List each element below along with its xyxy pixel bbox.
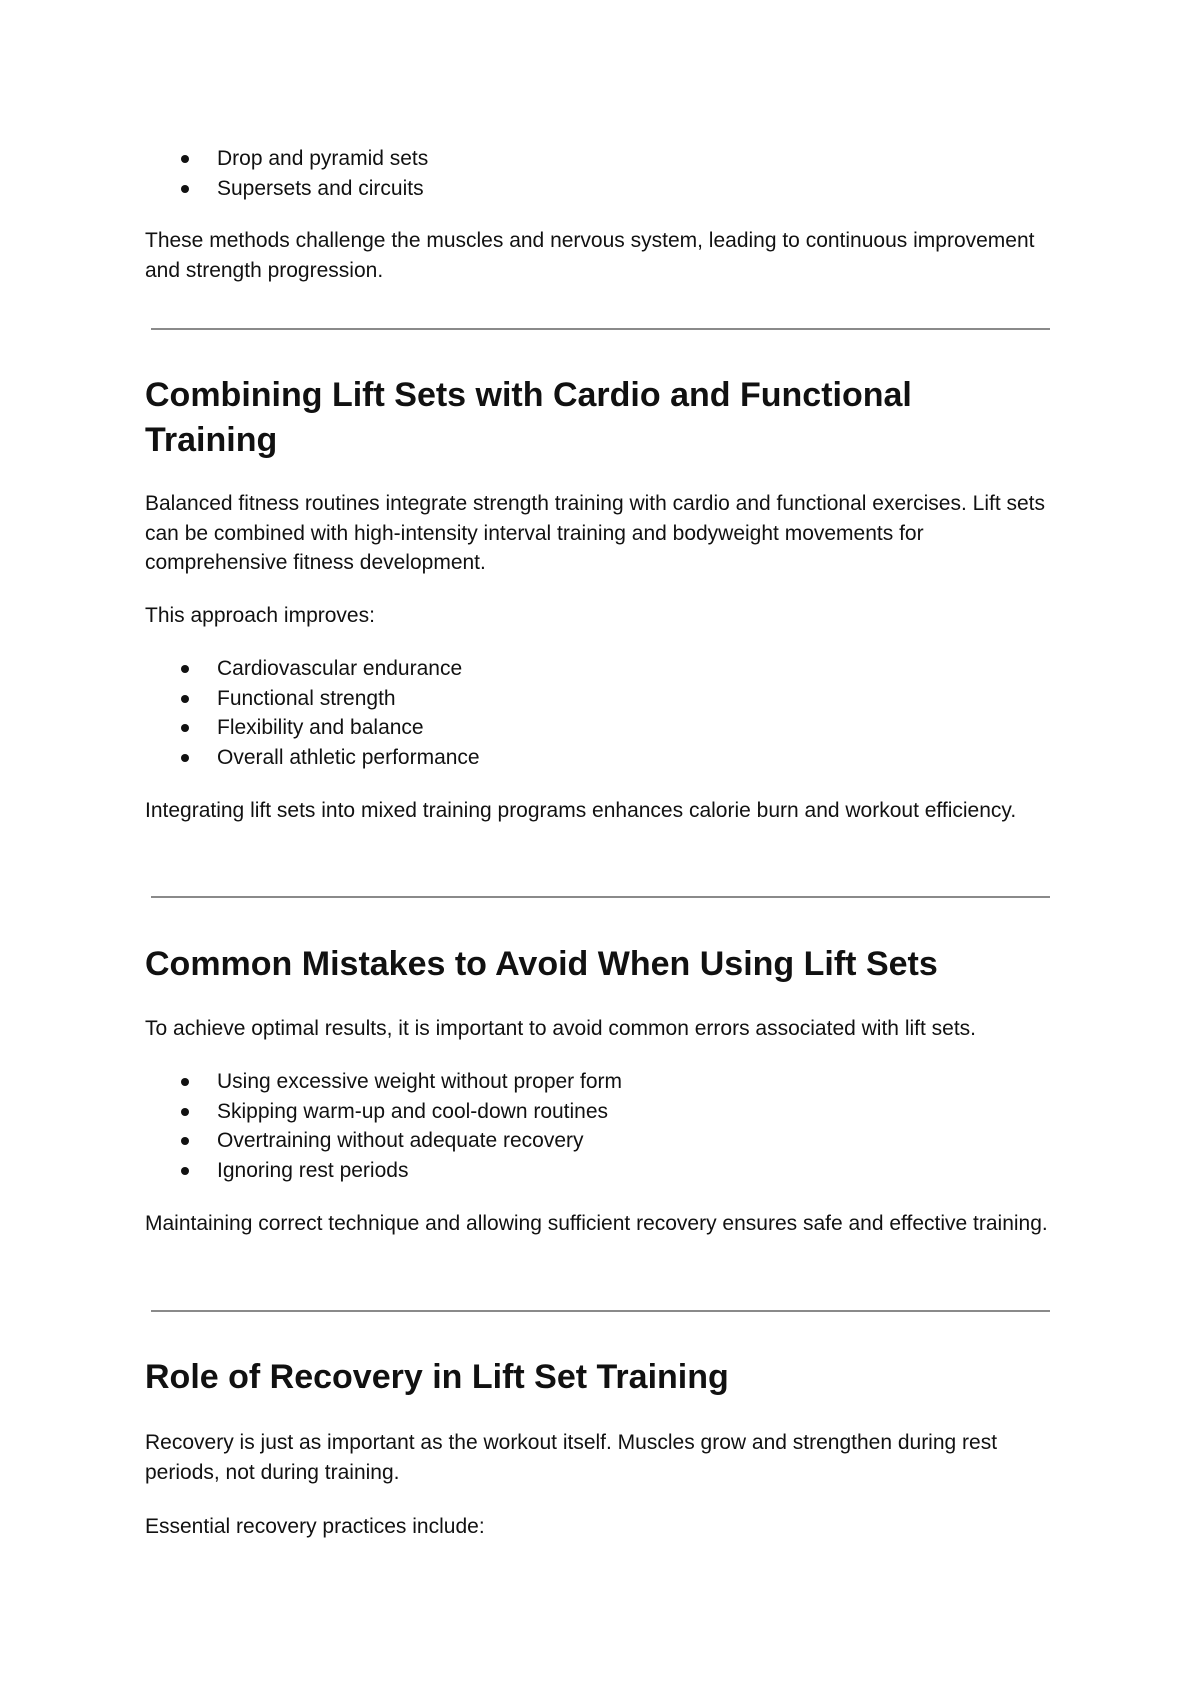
bullet-icon bbox=[181, 695, 189, 703]
bullet-icon bbox=[181, 1078, 189, 1086]
section-divider bbox=[151, 1310, 1050, 1312]
section-heading-cardio: Combining Lift Sets with Cardio and Functional Training bbox=[145, 376, 912, 459]
bullet-icon bbox=[181, 1167, 189, 1175]
section1-paragraph-1: Balanced fitness routines integrate strength training with cardio and functional exercises. Lift sets can be combined with high-intensity interval training and bodyweight movements for comprehensive fitness development. bbox=[145, 492, 1045, 574]
top-bullet-list bbox=[145, 144, 1086, 203]
bullet-icon bbox=[181, 1137, 189, 1145]
bullet-icon bbox=[181, 1108, 189, 1116]
section3-paragraph-2: Essential recovery practices include: bbox=[145, 1515, 485, 1538]
list-item: Overtraining without adequate recovery bbox=[181, 1126, 1086, 1156]
section1-paragraph-2: This approach improves: bbox=[145, 604, 375, 627]
list-item: Overall athletic performance bbox=[181, 743, 1086, 773]
bullet-icon bbox=[181, 185, 189, 193]
list-item: Cardiovascular endurance bbox=[181, 654, 1086, 684]
list-item: Skipping warm-up and cool-down routines bbox=[181, 1097, 1086, 1127]
list-item: Using excessive weight without proper form bbox=[181, 1067, 1086, 1097]
bullet-icon bbox=[181, 155, 189, 163]
section-divider bbox=[151, 896, 1050, 898]
section2-bullet-list bbox=[145, 1067, 1086, 1185]
list-item: Supersets and circuits bbox=[181, 174, 1086, 204]
list-item: Drop and pyramid sets bbox=[181, 144, 1086, 174]
section1-bullet-list bbox=[145, 654, 1086, 772]
section2-paragraph-1: To achieve optimal results, it is important to avoid common errors associated with lift sets. bbox=[145, 1017, 976, 1040]
section3-paragraph-1: Recovery is just as important as the workout itself. Muscles grow and strengthen during rest periods, not during training. bbox=[145, 1431, 998, 1484]
list-item: Ignoring rest periods bbox=[181, 1156, 1086, 1186]
section-heading-mistakes: Common Mistakes to Avoid When Using Lift Sets bbox=[145, 945, 938, 983]
section-divider bbox=[151, 328, 1050, 330]
section2-paragraph-2: Maintaining correct technique and allowing sufficient recovery ensures safe and effective training. bbox=[145, 1212, 1048, 1235]
list-item: Functional strength bbox=[181, 684, 1086, 714]
bullet-icon bbox=[181, 665, 189, 673]
bullet-icon bbox=[181, 724, 189, 732]
top-paragraph: These methods challenge the muscles and nervous system, leading to continuous improvement and strength progression. bbox=[145, 229, 1035, 282]
bullet-icon bbox=[181, 754, 189, 762]
section1-paragraph-3: Integrating lift sets into mixed training programs enhances calorie burn and workout efficiency. bbox=[145, 799, 1017, 822]
list-item: Flexibility and balance bbox=[181, 713, 1086, 743]
section-heading-recovery: Role of Recovery in Lift Set Training bbox=[145, 1358, 729, 1396]
